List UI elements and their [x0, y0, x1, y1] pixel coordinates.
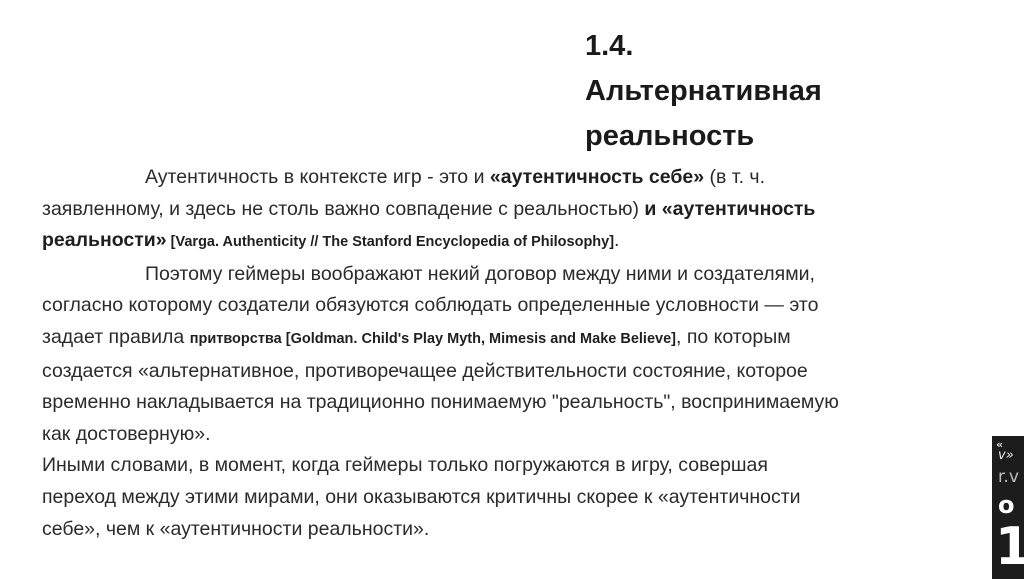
text-line — [42, 322, 942, 356]
text-line: временно накладывается на традиционно понимаемую "реальность", воспринимаемую — [42, 391, 839, 414]
text-line — [42, 194, 942, 226]
bold-term: и «аутентичность — [644, 197, 816, 220]
text-line: согласно которому создатели обязуются соблюдать определенные условности — это — [42, 294, 819, 317]
text-run: задает правила — [42, 325, 190, 348]
slide-title-line: Альтернативная — [585, 75, 822, 107]
text-run: заявленному, и здесь не столь важно совпадение с реальностью) — [42, 197, 645, 220]
text-line: переход между этими мирами, они оказываются критичны скорее к «аутентичности — [42, 485, 801, 508]
text-line: себе», чем к «аутентичности реальности». — [42, 517, 430, 540]
slide-body — [42, 162, 942, 545]
bold-term: «аутентичность себе» — [489, 166, 705, 188]
text-run: (в т. ч. — [704, 166, 765, 188]
side-panel-glyph: 1 — [995, 517, 1031, 577]
text-line: Поэтому геймеры воображают некий договор между ними и создателями, — [145, 262, 815, 285]
citation: притворства [Goldman. Child's Play Myth, Mimesis and Make Believe] — [189, 330, 676, 347]
text-line: как достоверную». — [42, 422, 211, 445]
text-line — [42, 162, 942, 194]
text-line — [42, 225, 942, 259]
bold-term: реальности» — [42, 229, 167, 252]
text-run: Аутентичность в контексте игр - это и — [145, 166, 490, 188]
slide-title — [585, 24, 1005, 159]
side-panel-glyph: r.v — [998, 467, 1019, 487]
text-run: , по которым — [675, 325, 791, 348]
slide-title-line: 1.4. — [585, 30, 634, 62]
side-panel-glyph: о — [998, 491, 1015, 519]
side-panel-widget[interactable] — [992, 436, 1031, 579]
text-line: Иными словами, в момент, когда геймеры только погружаются в игру, совершая — [42, 454, 768, 477]
side-panel-glyph: « — [996, 438, 1004, 451]
text-run: . — [614, 229, 620, 252]
slide-title-line: реальность — [585, 120, 755, 152]
side-panel-glyph: v» — [998, 448, 1014, 463]
text-line: создается «альтернативное, противоречащее действительности состояние, которое — [42, 359, 808, 382]
citation: [Varga. Authenticity // The Stanford Encyclopedia of Philosophy] — [166, 234, 615, 251]
